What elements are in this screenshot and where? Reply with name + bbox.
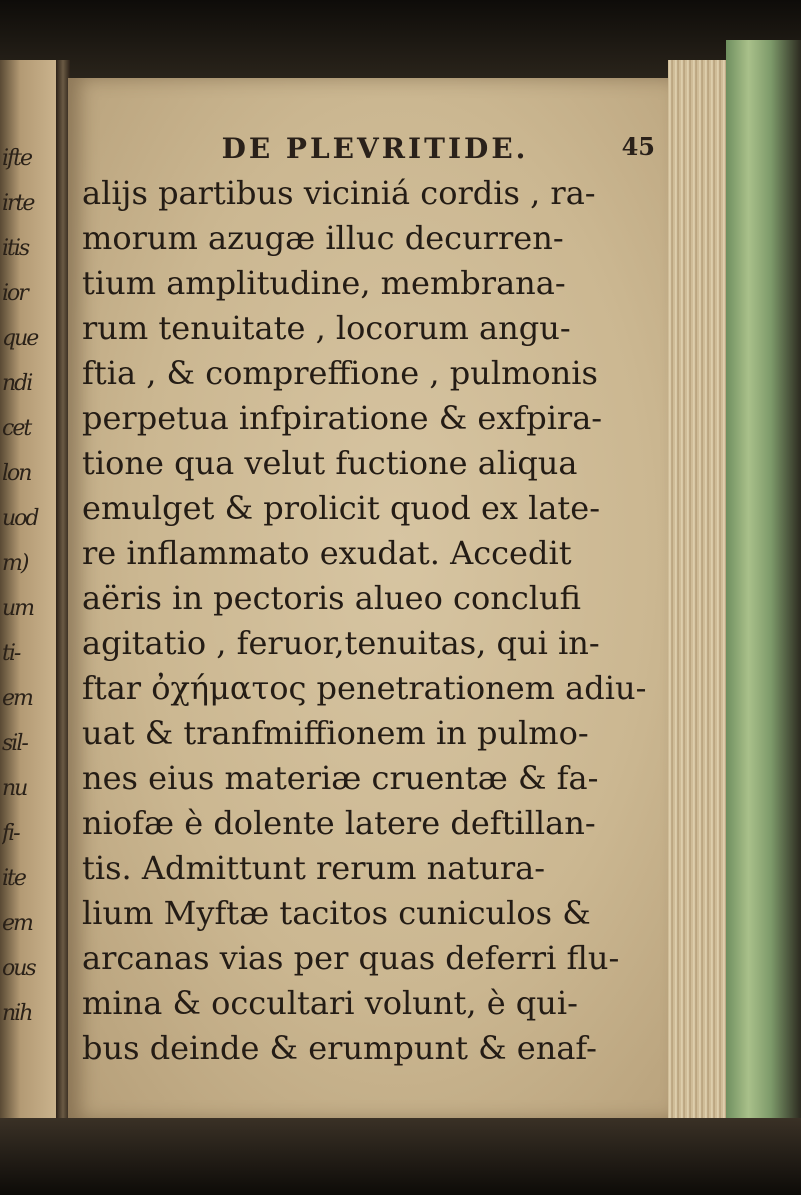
text-line: mina & occultari volunt, è qui- [82, 984, 578, 1022]
text-line: tione qua velut fuctione aliqua [82, 444, 578, 482]
text-line: emulget & prolicit quod ex late- [82, 489, 601, 527]
running-head: DE PLEVRITIDE. [221, 132, 529, 165]
text-line: perpetua infpiratione & exfpira- [82, 399, 603, 437]
text-line: uat & tranfmiffionem in pulmo- [82, 714, 589, 752]
text-line: ftar ὀχήματος penetrationem adiu- [82, 669, 647, 707]
text-line: ftia , & compreffione , pulmonis [82, 354, 598, 392]
text-line: re inflammato exudat. Accedit [82, 534, 572, 572]
dark-background-bottom [0, 1118, 801, 1195]
text-line: arcanas vias per quas deferri flu- [82, 939, 620, 977]
text-line: tis. Admittunt rerum natura- [82, 849, 545, 887]
facing-page-fragment: ti- [2, 641, 20, 666]
facing-page-fragment: sil- [2, 731, 27, 756]
page-edges [668, 60, 728, 1120]
facing-page-fragment: ior [2, 281, 27, 306]
facing-page-fragment: ifte [2, 146, 32, 171]
facing-page-fragment: irte [2, 191, 34, 216]
text-line: nes eius materiæ cruentæ & fa- [82, 759, 599, 797]
facing-page-fragment: m) [2, 551, 28, 576]
facing-page-fragment: em [2, 911, 32, 936]
facing-page-fragment: ous [2, 956, 35, 981]
facing-page-fragment: ite [2, 866, 25, 891]
facing-page-fragment: nih [2, 1001, 32, 1026]
page-number: 45 [621, 132, 655, 161]
facing-page-fragment: que [2, 326, 38, 351]
text-line: alijs partibus viciniá cordis , ra- [82, 174, 596, 212]
facing-page-fragment: um [2, 596, 34, 621]
text-line: aëris in pectoris alueo conclufi [82, 579, 581, 617]
text-line: morum azugæ illuc decurren- [82, 219, 564, 257]
text-line: lium Myftæ tacitos cuniculos & [82, 894, 591, 932]
facing-page-fragment: fi- [2, 821, 19, 846]
book-fore-edge [726, 40, 801, 1140]
facing-page-fragment: itis [2, 236, 29, 261]
facing-page-fragment: lon [2, 461, 31, 486]
facing-page-fragment: uod [2, 506, 38, 531]
facing-page-fragment: ndi [2, 371, 32, 396]
text-line: agitatio , feruor,tenuitas, qui in- [82, 624, 600, 662]
text-line: niofæ è dolente latere deftillan- [82, 804, 596, 842]
text-line: bus deinde & erumpunt & enaf- [82, 1029, 597, 1067]
facing-page-fragment: em [2, 686, 32, 711]
facing-page-sliver [0, 60, 58, 1120]
text-line: rum tenuitate , locorum angu- [82, 309, 571, 347]
facing-page-fragment: nu [2, 776, 27, 801]
text-line: tium amplitudine, membrana- [82, 264, 566, 302]
facing-page-fragment: cet [2, 416, 31, 441]
